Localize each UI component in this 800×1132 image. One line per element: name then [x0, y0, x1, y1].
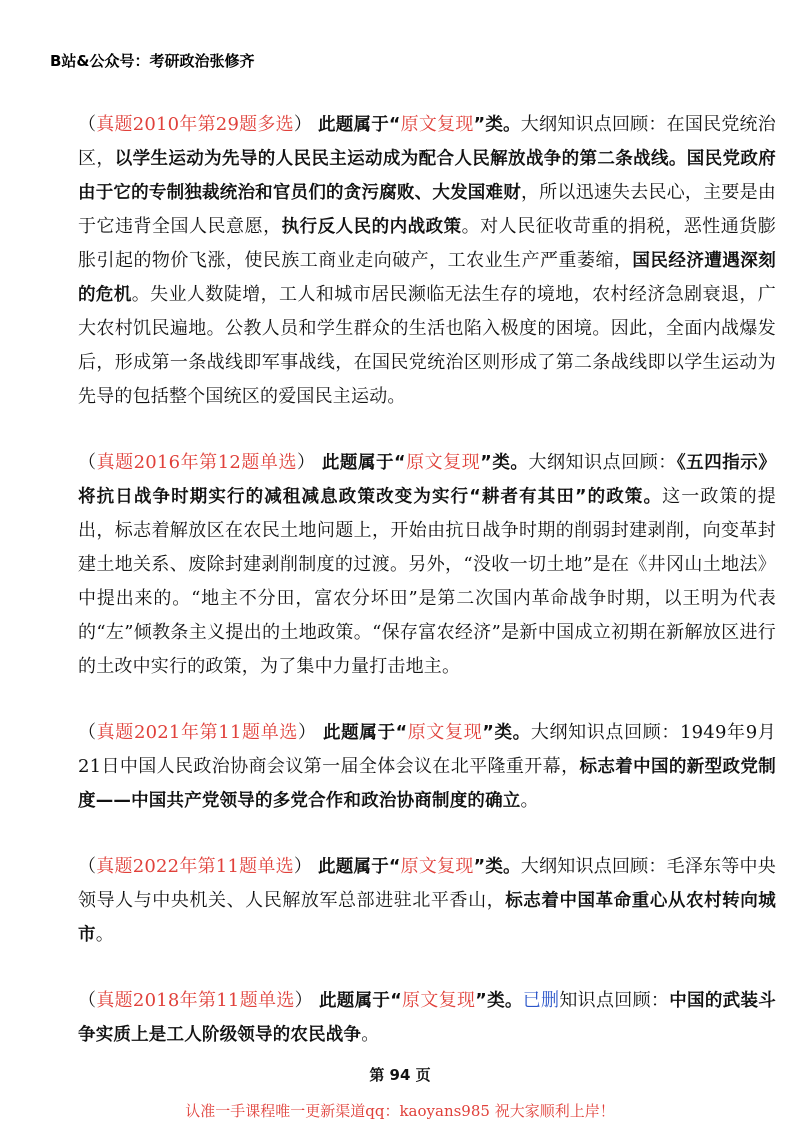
highlight-red-text: 原文复现	[401, 990, 476, 1011]
page-number: 第 94 页	[369, 1066, 431, 1084]
bold-text: ”类。	[480, 453, 529, 473]
bold-text: ”类。	[473, 115, 521, 135]
page-header: B站&公众号：考研政治张修齐	[50, 52, 255, 70]
question-section-2022-11	[50, 850, 776, 952]
bold-text: 此题属于“	[321, 453, 406, 473]
question-section-2010-29	[50, 108, 776, 414]
body-text: 知识点回顾：	[559, 990, 670, 1011]
body-text: 。	[95, 924, 114, 945]
bold-text: 标志着中国的新型政党制度——中国共产党领导的多党合作和政治协商制度的确立	[78, 757, 776, 811]
bold-text: ”类。	[473, 857, 521, 877]
bold-text: 中国的武装斗争实质上是工人阶级领导的农民战争	[78, 991, 776, 1045]
bold-text: ”类。	[475, 991, 523, 1011]
highlight-red-text: 原文复现	[405, 452, 481, 473]
bold-text: 此题属于“	[318, 991, 402, 1011]
body-text: ）	[297, 452, 322, 473]
body-text: 大纲知识点回顾：在国民党统治区，	[78, 114, 776, 169]
body-text: 。	[361, 1024, 380, 1045]
bold-text: 此题属于“	[318, 115, 401, 135]
blue-note-text: 已删	[522, 990, 560, 1011]
bold-text: 标志着中国革命重心从农村转向城市	[78, 891, 776, 945]
highlight-red-text: 真题2018年第11题单选	[96, 990, 295, 1011]
body-text: 这一政策的提出，标志着解放区在农民土地问题上，开始由抗日战争时期的削弱封建剥削，向变革封建土地关系、废除封建剥削制度的过渡。另外，“没收一切土地”是在《井冈山土地法》中提出来的。“地主不分田，富农分坏田”是第二次国内革命战争时期，以王明为代表的“左”倾教条主义提出的土地政策。“保存富农经济”是新中国成立初期在新解放区进行的土改中实行的政策，为了集中力量打击地主。	[78, 486, 777, 677]
body-text: （	[78, 722, 97, 743]
body-text: ）	[293, 114, 319, 135]
body-text: （	[78, 452, 97, 473]
body-text: ）	[298, 722, 324, 743]
body-text: ）	[294, 990, 319, 1011]
bold-text: 以学生运动为先导的人民民主运动成为配合人民解放战争的第二条战线。国民党政府由于它的专制独裁统治和官员们的贪污腐败、大发国难财	[78, 149, 776, 203]
highlight-red-text: 真题2016年第12题单选	[96, 452, 298, 473]
highlight-red-text: 真题2021年第11题单选	[96, 722, 298, 743]
question-section-2018-11	[50, 984, 776, 1052]
body-text: 。失业人数陡增，工人和城市居民濒临无法生存的境地，农村经济急剧衰退，广大农村饥民遍地。公教人员和学生群众的生活也陷入极度的困境。因此，全面内战爆发后，形成第一条战线即军事战线，在国民党统治区则形成了第二条战线即以学生运动为先导的包括整个国统区的爱国民主运动。	[78, 284, 776, 407]
bold-text: 此题属于“	[318, 857, 401, 877]
body-text: （	[78, 114, 97, 135]
body-text: （	[78, 856, 97, 877]
body-text: 大纲知识点回顾：1949年9月21日中国人民政治协商会议第一届全体会议在北平隆重开幕，	[78, 722, 777, 777]
bold-text: 国民经济遭遇深刻的危机	[78, 251, 776, 305]
body-text: 。对人民征收苛重的捐税，恶性通货膨胀引起的物价飞涨，使民族工商业走向破产，工农业生产严重萎缩，	[78, 216, 776, 271]
body-text: （	[78, 990, 97, 1011]
body-text: 大纲知识点回顾：毛泽东等中央领导人与中央机关、人民解放军总部进驻北平香山，	[78, 856, 776, 911]
question-section-2021-11	[50, 716, 776, 818]
highlight-red-text: 真题2010年第29题多选	[96, 114, 294, 135]
question-section-2016-12	[50, 446, 776, 684]
footer-notice: 认准一手课程唯一更新渠道qq：kaoyans985 祝大家顺利上岸！	[185, 1102, 615, 1120]
highlight-red-text: 原文复现	[400, 114, 474, 135]
body-text: 大纲知识点回顾：	[528, 452, 677, 473]
bold-text: 《五四指示》将抗日战争时期实行的减租减息政策改变为实行“耕者有其田”的政策。	[78, 453, 777, 507]
highlight-red-text: 原文复现	[407, 722, 483, 743]
highlight-red-text: 真题2022年第11题单选	[96, 856, 294, 877]
body-text: 。	[520, 790, 539, 811]
bold-text: 执行反人民的内战政策	[281, 217, 462, 237]
bold-text: ”类。	[482, 723, 531, 743]
bold-text: 此题属于“	[323, 723, 408, 743]
body-text: ，所以迅速失去民心，主要是由于它违背全国人民意愿，	[78, 182, 776, 237]
highlight-red-text: 原文复现	[400, 856, 474, 877]
body-text: ）	[293, 856, 319, 877]
